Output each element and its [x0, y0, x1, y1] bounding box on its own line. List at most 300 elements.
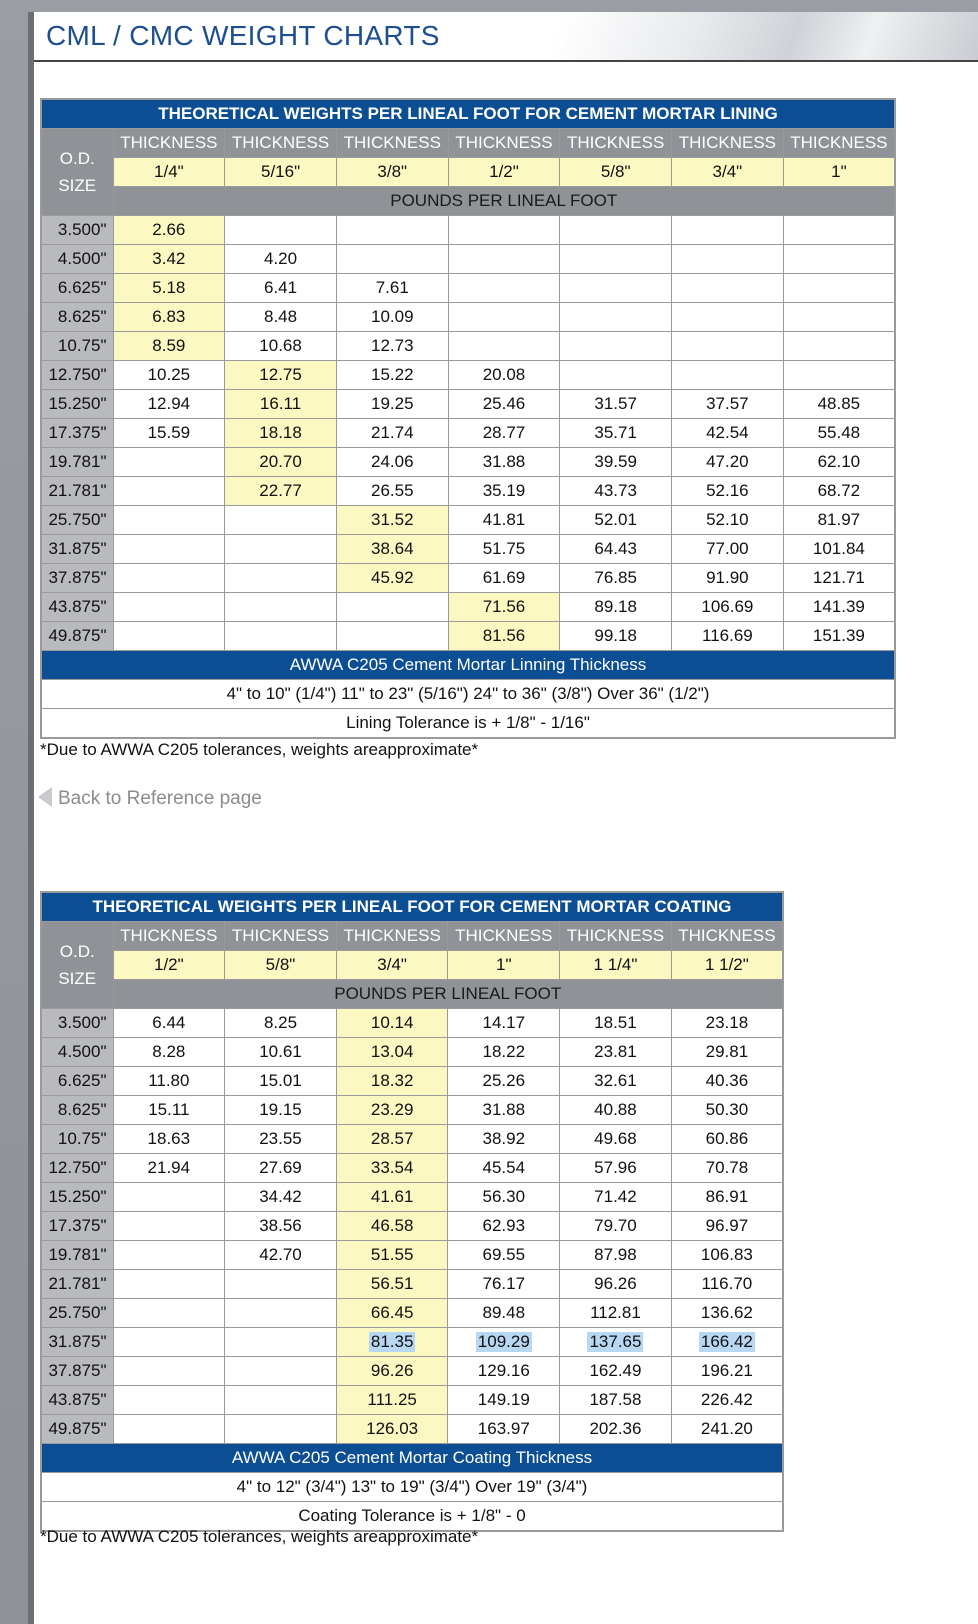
weight-cell: [225, 1415, 337, 1444]
weight-cell: 10.68: [225, 332, 337, 361]
lining-footnote: *Due to AWWA C205 tolerances, weights areapproximate*: [40, 740, 479, 759]
weight-cell: 25.46: [448, 390, 560, 419]
weight-cell: 15.59: [113, 419, 225, 448]
thickness-size: 1/2": [448, 158, 560, 187]
weight-cell: [225, 1328, 337, 1357]
weight-cell: 11.80: [113, 1067, 225, 1096]
table-row: [41, 564, 895, 593]
table-row: [41, 419, 895, 448]
weight-cell: 20.08: [448, 361, 560, 390]
weight-cell: 12.73: [336, 332, 448, 361]
weight-cell: [113, 1183, 225, 1212]
thickness-size: 1": [448, 951, 560, 980]
table-row: [41, 274, 895, 303]
standard-text: 4" to 10" (1/4") 11" to 23" (5/16") 24" to 36" (3/8") Over 36" (1/2"): [41, 680, 895, 709]
weight-cell: 52.16: [672, 477, 784, 506]
selected-weight-value: 137.65: [589, 1332, 642, 1351]
page-content: [28, 12, 978, 1624]
table-row: [41, 593, 895, 622]
weight-cell: 8.48: [225, 303, 337, 332]
weight-cell: 31.52: [336, 506, 448, 535]
weight-cell: 68.72: [783, 477, 895, 506]
weight-cell: 163.97: [448, 1415, 560, 1444]
od-size-cell: 37.875": [41, 1357, 113, 1386]
weight-cell: [113, 477, 225, 506]
weight-cell: [783, 245, 895, 274]
od-size-cell: 31.875": [41, 535, 113, 564]
weight-cell: 20.70: [225, 448, 337, 477]
weight-cell: 91.90: [672, 564, 784, 593]
od-size-cell: 31.875": [41, 1328, 113, 1357]
od-size-cell: 3.500": [41, 216, 113, 245]
table-row: [41, 622, 895, 651]
weight-cell: 149.19: [448, 1386, 560, 1415]
weight-cell: [671, 1328, 783, 1357]
weight-cell: 31.57: [560, 390, 672, 419]
weight-cell: [225, 506, 337, 535]
weight-cell: 51.75: [448, 535, 560, 564]
od-size-cell: 21.781": [41, 477, 113, 506]
weight-cell: 57.96: [560, 1154, 672, 1183]
od-size-cell: 6.625": [41, 1067, 113, 1096]
table-row: [41, 361, 895, 390]
standard-text: 4" to 12" (3/4") 13" to 19" (3/4") Over 19" (3/4"): [41, 1473, 783, 1502]
table-row: [41, 1270, 783, 1299]
weight-cell: 37.57: [672, 390, 784, 419]
weight-cell: 6.41: [225, 274, 337, 303]
weight-cell: 21.74: [336, 419, 448, 448]
table-title-row: [41, 99, 895, 129]
table-row: [41, 1415, 783, 1444]
thickness-header: THICKNESS: [336, 922, 448, 951]
standard-title: AWWA C205 Cement Mortar Linning Thickness: [41, 651, 895, 680]
weight-cell: 23.18: [671, 1009, 783, 1038]
od-size-cell: 12.750": [41, 1154, 113, 1183]
thickness-header-row: [41, 922, 783, 951]
table-row: [41, 303, 895, 332]
weight-cell: [113, 1357, 225, 1386]
weight-cell: 6.83: [113, 303, 225, 332]
weight-cell: 46.58: [336, 1212, 448, 1241]
od-size-cell: 21.781": [41, 1270, 113, 1299]
tolerance-row: [41, 709, 895, 739]
weight-cell: 33.54: [336, 1154, 448, 1183]
weight-cell: [113, 1328, 225, 1357]
back-arrow-icon: [38, 787, 52, 807]
weight-cell: [336, 1328, 448, 1357]
od-size-header: [41, 922, 113, 1009]
weight-cell: 56.51: [336, 1270, 448, 1299]
table-row: [41, 535, 895, 564]
weight-cell: 47.20: [672, 448, 784, 477]
weight-cell: 71.56: [448, 593, 560, 622]
weight-cell: [336, 216, 448, 245]
weight-cell: 151.39: [783, 622, 895, 651]
weight-cell: 141.39: [783, 593, 895, 622]
weight-cell: [448, 245, 560, 274]
table-row: [41, 1067, 783, 1096]
weight-cell: 12.94: [113, 390, 225, 419]
weight-cell: 12.75: [225, 361, 337, 390]
weight-cell: 28.57: [336, 1125, 448, 1154]
standard-title-row: [41, 1444, 783, 1473]
unit-label: POUNDS PER LINEAL FOOT: [113, 187, 895, 216]
weight-cell: 15.01: [225, 1067, 337, 1096]
thickness-header: THICKNESS: [225, 922, 337, 951]
weight-cell: [113, 506, 225, 535]
weight-cell: 38.64: [336, 535, 448, 564]
weight-cell: 38.56: [225, 1212, 337, 1241]
weight-cell: 24.06: [336, 448, 448, 477]
weight-cell: 39.59: [560, 448, 672, 477]
weight-cell: 50.30: [671, 1096, 783, 1125]
size-label: SIZE: [58, 969, 97, 988]
weight-cell: 23.29: [336, 1096, 448, 1125]
weight-cell: [225, 1357, 337, 1386]
thickness-header: THICKNESS: [336, 129, 448, 158]
weight-cell: 42.54: [672, 419, 784, 448]
table-row: [41, 390, 895, 419]
thickness-header: THICKNESS: [560, 922, 672, 951]
thickness-size: 1/2": [113, 951, 225, 980]
table-row: [41, 1357, 783, 1386]
od-size-cell: 12.750": [41, 361, 113, 390]
weight-cell: 15.11: [113, 1096, 225, 1125]
thickness-header: THICKNESS: [113, 129, 225, 158]
weight-cell: 111.25: [336, 1386, 448, 1415]
weight-cell: 52.10: [672, 506, 784, 535]
table-row: [41, 448, 895, 477]
thickness-header: THICKNESS: [448, 129, 560, 158]
table-title: THEORETICAL WEIGHTS PER LINEAL FOOT FOR CEMENT MORTAR COATING: [41, 892, 783, 922]
weight-cell: [448, 332, 560, 361]
weight-cell: 89.48: [448, 1299, 560, 1328]
weight-cell: 136.62: [671, 1299, 783, 1328]
weight-cell: [448, 216, 560, 245]
weight-cell: 32.61: [560, 1067, 672, 1096]
weight-cell: 241.20: [671, 1415, 783, 1444]
weight-cell: [560, 245, 672, 274]
title-bar: [34, 12, 978, 62]
selected-weight-value: 109.29: [477, 1332, 530, 1351]
weight-cell: 41.81: [448, 506, 560, 535]
thickness-header-row: [41, 129, 895, 158]
weight-cell: 112.81: [560, 1299, 672, 1328]
weight-cell: [113, 448, 225, 477]
od-label: O.D.: [59, 942, 95, 961]
thickness-size: 5/8": [225, 951, 337, 980]
od-size-cell: 37.875": [41, 564, 113, 593]
weight-cell: 10.14: [336, 1009, 448, 1038]
weight-cell: 81.56: [448, 622, 560, 651]
weight-cell: [560, 1328, 672, 1357]
weight-cell: 28.77: [448, 419, 560, 448]
weight-cell: 31.88: [448, 1096, 560, 1125]
weight-cell: [783, 274, 895, 303]
od-size-cell: 19.781": [41, 448, 113, 477]
weight-cell: 22.77: [225, 477, 337, 506]
od-size-header: [41, 129, 113, 216]
thickness-header: THICKNESS: [225, 129, 337, 158]
page-title: CML / CMC WEIGHT CHARTS: [46, 20, 440, 51]
weight-cell: [113, 1386, 225, 1415]
weight-cell: 7.61: [336, 274, 448, 303]
weight-cell: 10.09: [336, 303, 448, 332]
od-size-cell: 8.625": [41, 303, 113, 332]
weight-cell: [783, 361, 895, 390]
weight-cell: 99.18: [560, 622, 672, 651]
weight-cell: [113, 564, 225, 593]
weight-cell: 45.92: [336, 564, 448, 593]
od-size-cell: 15.250": [41, 1183, 113, 1212]
back-link[interactable]: [38, 787, 262, 810]
standard-title: AWWA C205 Cement Mortar Coating Thickness: [41, 1444, 783, 1473]
weight-cell: [336, 622, 448, 651]
weight-cell: 26.55: [336, 477, 448, 506]
weight-cell: [448, 1328, 560, 1357]
weight-cell: 79.70: [560, 1212, 672, 1241]
standard-text-row: [41, 680, 895, 709]
weight-cell: [336, 245, 448, 274]
weight-cell: 96.26: [336, 1357, 448, 1386]
weight-cell: [783, 216, 895, 245]
weight-cell: [336, 593, 448, 622]
selected-weight-value: 166.42: [700, 1332, 753, 1351]
weight-cell: [560, 361, 672, 390]
weight-cell: 51.55: [336, 1241, 448, 1270]
weight-cell: [448, 274, 560, 303]
od-size-cell: 17.375": [41, 419, 113, 448]
table-row: [41, 216, 895, 245]
weight-cell: 62.93: [448, 1212, 560, 1241]
weight-cell: [225, 1299, 337, 1328]
weight-cell: [225, 593, 337, 622]
weight-cell: 61.69: [448, 564, 560, 593]
table-row: [41, 245, 895, 274]
weight-cell: 19.25: [336, 390, 448, 419]
weight-cell: 2.66: [113, 216, 225, 245]
thickness-size: 3/4": [672, 158, 784, 187]
size-label: SIZE: [58, 176, 97, 195]
weight-cell: [672, 274, 784, 303]
od-size-cell: 8.625": [41, 1096, 113, 1125]
weight-cell: 89.18: [560, 593, 672, 622]
coating-footnote: *Due to AWWA C205 tolerances, weights areapproximate*: [40, 1527, 479, 1546]
weight-cell: 49.68: [560, 1125, 672, 1154]
weight-cell: [672, 361, 784, 390]
od-size-cell: 49.875": [41, 1415, 113, 1444]
od-size-cell: 19.781": [41, 1241, 113, 1270]
weight-cell: [560, 303, 672, 332]
table-row: [41, 1183, 783, 1212]
weight-cell: 52.01: [560, 506, 672, 535]
weight-cell: 69.55: [448, 1241, 560, 1270]
od-size-cell: 49.875": [41, 622, 113, 651]
weight-cell: 126.03: [336, 1415, 448, 1444]
weight-cell: [113, 1270, 225, 1299]
weight-cell: 121.71: [783, 564, 895, 593]
table-row: [41, 477, 895, 506]
table-row: [41, 506, 895, 535]
weight-cell: 34.42: [225, 1183, 337, 1212]
weight-cell: 18.32: [336, 1067, 448, 1096]
weight-cell: [113, 1241, 225, 1270]
weight-cell: 23.81: [560, 1038, 672, 1067]
thickness-size: 5/16": [225, 158, 337, 187]
weight-cell: [783, 303, 895, 332]
thickness-header: THICKNESS: [560, 129, 672, 158]
standard-text-row: [41, 1473, 783, 1502]
weight-cell: 13.04: [336, 1038, 448, 1067]
od-size-cell: 17.375": [41, 1212, 113, 1241]
weight-cell: 96.97: [671, 1212, 783, 1241]
od-size-cell: 43.875": [41, 593, 113, 622]
od-size-cell: 3.500": [41, 1009, 113, 1038]
tolerance-text: Coating Tolerance is + 1/8" - 0: [41, 1502, 783, 1532]
weight-cell: [113, 622, 225, 651]
weight-cell: 87.98: [560, 1241, 672, 1270]
weight-cell: 62.10: [783, 448, 895, 477]
weight-cell: [113, 1415, 225, 1444]
thickness-size: 3/4": [336, 951, 448, 980]
table-row: [41, 1125, 783, 1154]
weight-cell: 25.26: [448, 1067, 560, 1096]
weight-cell: 21.94: [113, 1154, 225, 1183]
unit-row: [41, 187, 895, 216]
weight-cell: 86.91: [671, 1183, 783, 1212]
table-row: [41, 1038, 783, 1067]
standard-title-row: [41, 651, 895, 680]
weight-cell: 18.22: [448, 1038, 560, 1067]
table-row: [41, 332, 895, 361]
weight-cell: 3.42: [113, 245, 225, 274]
table-row: [41, 1386, 783, 1415]
thickness-header: THICKNESS: [113, 922, 225, 951]
weight-cell: 70.78: [671, 1154, 783, 1183]
weight-cell: 23.55: [225, 1125, 337, 1154]
back-link-label: Back to Reference page: [58, 788, 262, 809]
weight-cell: [113, 535, 225, 564]
weight-cell: [448, 303, 560, 332]
table-row: [41, 1009, 783, 1038]
weight-cell: 18.51: [560, 1009, 672, 1038]
od-size-cell: 4.500": [41, 245, 113, 274]
weight-cell: 106.69: [672, 593, 784, 622]
weight-cell: [672, 216, 784, 245]
selected-weight-value: 81.35: [370, 1332, 414, 1351]
weight-cell: 18.18: [225, 419, 337, 448]
thickness-size: 1 1/4": [560, 951, 672, 980]
weight-cell: 187.58: [560, 1386, 672, 1415]
weight-cell: 196.21: [671, 1357, 783, 1386]
unit-label: POUNDS PER LINEAL FOOT: [113, 980, 783, 1009]
table-title: THEORETICAL WEIGHTS PER LINEAL FOOT FOR CEMENT MORTAR LINING: [41, 99, 895, 129]
weight-cell: [225, 1270, 337, 1299]
weight-cell: 15.22: [336, 361, 448, 390]
weight-cell: 226.42: [671, 1386, 783, 1415]
weight-cell: 45.54: [448, 1154, 560, 1183]
table-row: [41, 1328, 783, 1357]
weight-cell: 38.92: [448, 1125, 560, 1154]
weight-cell: 41.61: [336, 1183, 448, 1212]
od-size-cell: 25.750": [41, 506, 113, 535]
size-header-row: [41, 951, 783, 980]
thickness-header: THICKNESS: [783, 129, 895, 158]
weight-cell: 76.85: [560, 564, 672, 593]
weight-cell: 76.17: [448, 1270, 560, 1299]
thickness-size: 1 1/2": [671, 951, 783, 980]
thickness-size: 5/8": [560, 158, 672, 187]
weight-cell: [113, 593, 225, 622]
weight-cell: 8.25: [225, 1009, 337, 1038]
weight-cell: [560, 274, 672, 303]
weight-cell: [225, 1386, 337, 1415]
thickness-size: 1/4": [113, 158, 225, 187]
size-header-row: [41, 158, 895, 187]
weight-cell: [783, 332, 895, 361]
weight-cell: 71.42: [560, 1183, 672, 1212]
weight-cell: 35.71: [560, 419, 672, 448]
weight-cell: 162.49: [560, 1357, 672, 1386]
weight-cell: 101.84: [783, 535, 895, 564]
weight-cell: 40.88: [560, 1096, 672, 1125]
coating-weight-table: [40, 891, 784, 1532]
weight-cell: 64.43: [560, 535, 672, 564]
weight-cell: 35.19: [448, 477, 560, 506]
weight-cell: 66.45: [336, 1299, 448, 1328]
weight-cell: 4.20: [225, 245, 337, 274]
od-size-cell: 4.500": [41, 1038, 113, 1067]
weight-cell: 55.48: [783, 419, 895, 448]
weight-cell: 202.36: [560, 1415, 672, 1444]
weight-cell: [225, 564, 337, 593]
weight-cell: [560, 216, 672, 245]
weight-cell: 81.97: [783, 506, 895, 535]
od-size-cell: 43.875": [41, 1386, 113, 1415]
weight-cell: 116.70: [671, 1270, 783, 1299]
weight-cell: 106.83: [671, 1241, 783, 1270]
weight-cell: 129.16: [448, 1357, 560, 1386]
weight-cell: 77.00: [672, 535, 784, 564]
od-label: O.D.: [59, 149, 95, 168]
weight-cell: 56.30: [448, 1183, 560, 1212]
table-row: [41, 1212, 783, 1241]
thickness-header: THICKNESS: [672, 129, 784, 158]
weight-cell: 31.88: [448, 448, 560, 477]
weight-cell: 5.18: [113, 274, 225, 303]
od-size-cell: 15.250": [41, 390, 113, 419]
weight-cell: [225, 216, 337, 245]
weight-cell: 18.63: [113, 1125, 225, 1154]
weight-cell: [225, 535, 337, 564]
weight-cell: 8.28: [113, 1038, 225, 1067]
weight-cell: 42.70: [225, 1241, 337, 1270]
table-row: [41, 1299, 783, 1328]
weight-cell: 27.69: [225, 1154, 337, 1183]
od-size-cell: 10.75": [41, 1125, 113, 1154]
weight-cell: 43.73: [560, 477, 672, 506]
weight-cell: 29.81: [671, 1038, 783, 1067]
weight-cell: 10.25: [113, 361, 225, 390]
weight-cell: [672, 245, 784, 274]
weight-cell: [113, 1299, 225, 1328]
tolerance-text: Lining Tolerance is + 1/8" - 1/16": [41, 709, 895, 739]
od-size-cell: 10.75": [41, 332, 113, 361]
weight-cell: 10.61: [225, 1038, 337, 1067]
weight-cell: [225, 622, 337, 651]
weight-cell: 40.36: [671, 1067, 783, 1096]
od-size-cell: 25.750": [41, 1299, 113, 1328]
